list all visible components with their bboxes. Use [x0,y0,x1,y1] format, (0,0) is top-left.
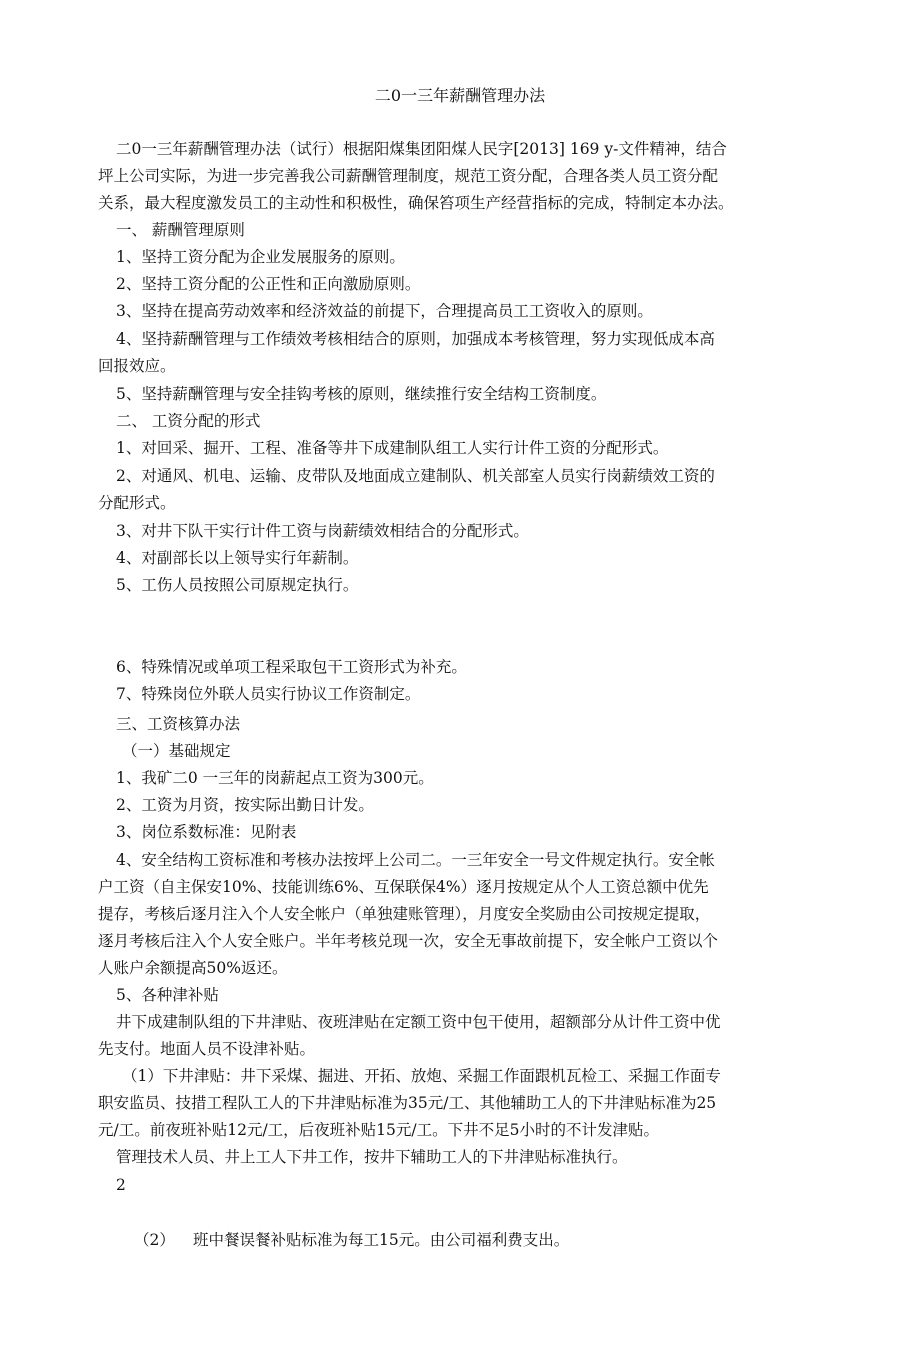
allowance-para-1-cont: 先支付。地面人员不设津补贴。 [98,1040,316,1058]
principle-2: 2、坚持工资分配的公正性和正向激励原则。 [116,275,421,293]
rule-4-cont-3: 逐月考核后注入个人安全账户。半年考核兑现一次，安全无事故前提下，安全帐户工资以个 [98,932,719,950]
form-7: 7、特殊岗位外联人员实行协议工作资制定。 [116,685,421,703]
allowance-item-2-text: 班中餐误餐补贴标准为每工15元。由公司福利费支出。 [193,1231,570,1249]
rule-4: 4、安全结构工资标准和考核办法按坪上公司二。一三年安全一号文件规定执行。安全帐 [116,851,715,869]
intro-line-2: 坪上公司实际，为进一步完善我公司薪酬管理制度，规范工资分配，合理各类人员工资分配 [98,167,719,185]
rule-4-cont-4: 人账户余额提高50%返还。 [98,959,288,977]
page-number: 2 [116,1176,126,1194]
allowance-para-2: 管理技术人员、井上工人下井工作，按井下辅助工人的下井津贴标准执行。 [116,1148,628,1166]
allowance-item-2-label: （2） [134,1231,175,1249]
principle-1: 1、坚持工资分配为企业发展服务的原则。 [116,248,405,266]
rule-2: 2、工资为月资，按实际出勤日计发。 [116,796,374,814]
form-1: 1、对回采、掘开、工程、准备等井下成建制队组工人实行计件工资的分配形式。 [116,439,669,457]
section-heading-3: 三、工资核算办法 [116,715,241,733]
principle-3: 3、坚持在提高劳动效率和经济效益的前提下，合理提高员工工资收入的原则。 [116,302,653,320]
allowance-item-1-cont-2: 元/工。前夜班补贴12元/工，后夜班补贴15元/工。下井不足5小时的不计发津贴。 [98,1121,659,1139]
subsection-heading-1: （一）基础规定 [122,742,231,760]
intro-line-3: 关系，最大程度激发员工的主动性和积极性，确保笞项生产经营指标的完成，特制定本办法。 [98,194,734,212]
form-2: 2、对通风、机电、运输、皮带队及地面成立建制队、机关部室人员实行岗薪绩效工资的 [116,467,715,485]
rule-4-cont-2: 提存，考核后逐月注入个人安全帐户（单独建账管理），月度安全奖励由公司按规定提取， [98,905,711,923]
intro-line-1: 二0一三年薪酬管理办法（试行）根据阳煤集团阳煤人民字[2013] 169 y-文件精神，结合 [116,140,727,158]
form-5: 5、工伤人员按照公司原规定执行。 [116,576,359,594]
section-heading-1: 一、 薪酬管理原则 [116,221,245,239]
principle-4: 4、坚持薪酬管理与工作绩效考核相结合的原则，加强成本考核管理，努力实现低成本高 [116,330,715,348]
rule-1: 1、我矿二0 一三年的岗薪起点工资为300元。 [116,769,434,787]
rule-5: 5、各种津补贴 [116,986,219,1004]
form-6: 6、特殊情况或单项工程采取包干工资形式为补充。 [116,658,467,676]
rule-4-cont-1: 户工资（自主保安10%、技能训练6%、互保联保4%）逐月按规定从个人工资总额中优先 [98,878,709,896]
allowance-item-1: （1）下井津贴：井下采煤、掘进、开拓、放炮、采掘工作面跟机瓦检工、采掘工作面专 [122,1067,721,1085]
principle-4-cont: 回报效应。 [98,357,176,375]
section-heading-2: 二、 工资分配的形式 [116,412,261,430]
allowance-para-1: 井下成建制队组的下井津贴、夜班津贴在定额工资中包干使用，超额部分从计件工资中优 [116,1013,721,1031]
allowance-item-1-cont-1: 职安监员、技措工程队工人的下井津贴标准为35元/工、其他辅助工人的下井津贴标准为25 [98,1094,717,1112]
form-3: 3、对井下队干实行计件工资与岗薪绩效相结合的分配形式。 [116,522,529,540]
form-2-cont: 分配形式。 [98,494,176,512]
principle-5: 5、坚持薪酬管理与安全挂钩考核的原则，继续推行安全结构工资制度。 [116,385,607,403]
page-title: 二0一三年薪酬管理办法 [374,86,546,105]
form-4: 4、对副部长以上领导实行年薪制。 [116,549,359,567]
rule-3: 3、岗位系数标准：见附表 [116,823,297,841]
